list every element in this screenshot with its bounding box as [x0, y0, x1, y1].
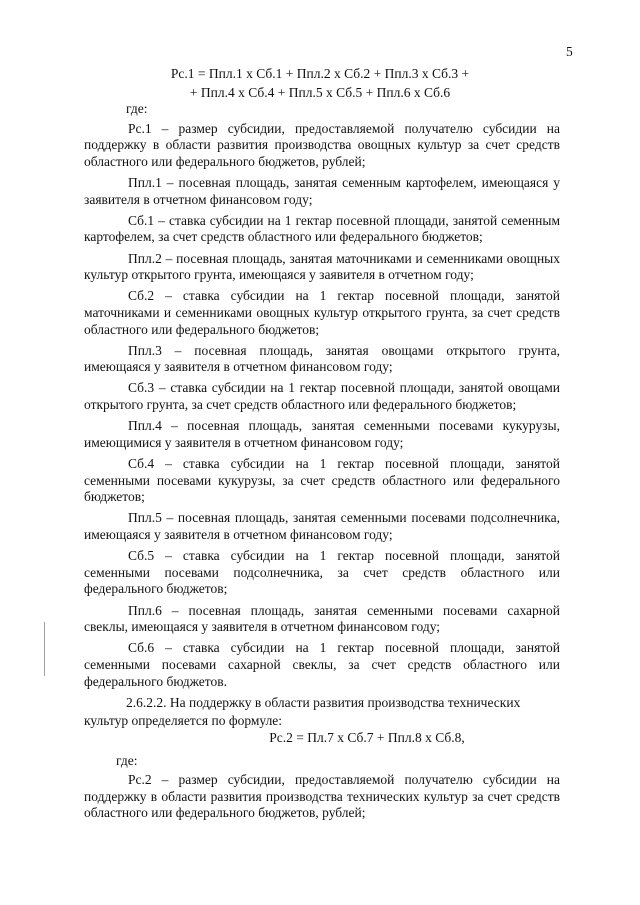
where-label: где:: [116, 752, 138, 768]
formula-main: [80, 64, 560, 102]
section-heading-continued: культур определяется по формуле:: [84, 713, 283, 729]
definition-paragraph: Рс.2 – размер субсидии, предоставляемой получателю субсидии на поддержку в области развития производства технических культур за счет средств областного или федерального бюджетов, рублей;: [84, 772, 560, 821]
where-label: где:: [126, 101, 148, 116]
definition-paragraph: Сб.6 – ставка субсидии на 1 гектар посевной площади, занятой семенными посевами сахарной свеклы, за счет средств областного или федерального бюджетов.: [84, 640, 560, 689]
definition-paragraph: Ппл.6 – посевная площадь, занятая семенными посевами сахарной свеклы, имеющаяся у заявителя в отчетном финансовом году;: [84, 602, 560, 635]
definition-paragraph: Сб.5 – ставка субсидии на 1 гектар посевной площади, занятой семенными посевами подсолнечника, за счет средств областного или федерального бюджетов;: [84, 548, 560, 597]
section-heading: 2.6.2.2. На поддержку в области развития производства технических: [126, 694, 521, 710]
formula-line: + Ппл.4 х Сб.4 + Ппл.5 х Сб.5 + Ппл.6 х Сб.6: [189, 85, 451, 100]
page-number: 5: [566, 44, 573, 59]
definition-paragraph: Сб.4 – ставка субсидии на 1 гектар посевной площади, занятой семенными посевами кукурузы, за счет средств областного или федерального бюджетов;: [84, 456, 560, 505]
definition-paragraph: Сб.3 – ставка субсидии на 1 гектар посевной площади, занятой овощами открытого грунта, за счет средств областного или федерального бюджетов;: [84, 380, 560, 413]
formula-line: Рс.1 = Ппл.1 х Сб.1 + Ппл.2 х Сб.2 + Ппл.3 х Сб.3 +: [170, 66, 470, 81]
definition-paragraph: Ппл.3 – посевная площадь, занятая овощами открытого грунта, имеющаяся у заявителя в отчетном финансовом году;: [84, 342, 560, 375]
definition-paragraph: Рс.1 – размер субсидии, предоставляемой получателю субсидии на поддержку в области развития производства овощных культур за счет средств областного или федерального бюджетов, рублей;: [84, 120, 560, 169]
document-body: [84, 101, 560, 826]
formula-secondary: Рс.2 = Пл.7 х Сб.7 + Ппл.8 х Сб.8,: [269, 729, 465, 745]
definition-paragraph: Ппл.5 – посевная площадь, занятая семенными посевами подсолнечника, имеющаяся у заявителя в отчетном финансовом году;: [84, 510, 560, 542]
definition-paragraph: Сб.2 – ставка субсидии на 1 гектар посевной площади, занятой маточниками и семенниками овощных культур открытого грунта, за счет средств областного или федерального бюджетов;: [84, 288, 560, 337]
scan-artifact: [44, 622, 45, 676]
definition-paragraph: Сб.1 – ставка субсидии на 1 гектар посевной площади, занятой семенным картофелем, за счет средств областного или федерального бюджетов;: [84, 212, 560, 245]
definition-paragraph: Ппл.2 – посевная площадь, занятая маточниками и семенниками овощных культур открытого грунта, имеющаяся у заявителя в отчетном году;: [84, 250, 560, 283]
definition-paragraph: Ппл.1 – посевная площадь, занятая семенным картофелем, имеющаяся у заявителя в отчетном финансовом году;: [84, 174, 560, 207]
definition-paragraph: Ппл.4 – посевная площадь, занятая семенными посевами кукурузы, имеющимися у заявителя в отчетном финансовом году;: [84, 418, 560, 450]
